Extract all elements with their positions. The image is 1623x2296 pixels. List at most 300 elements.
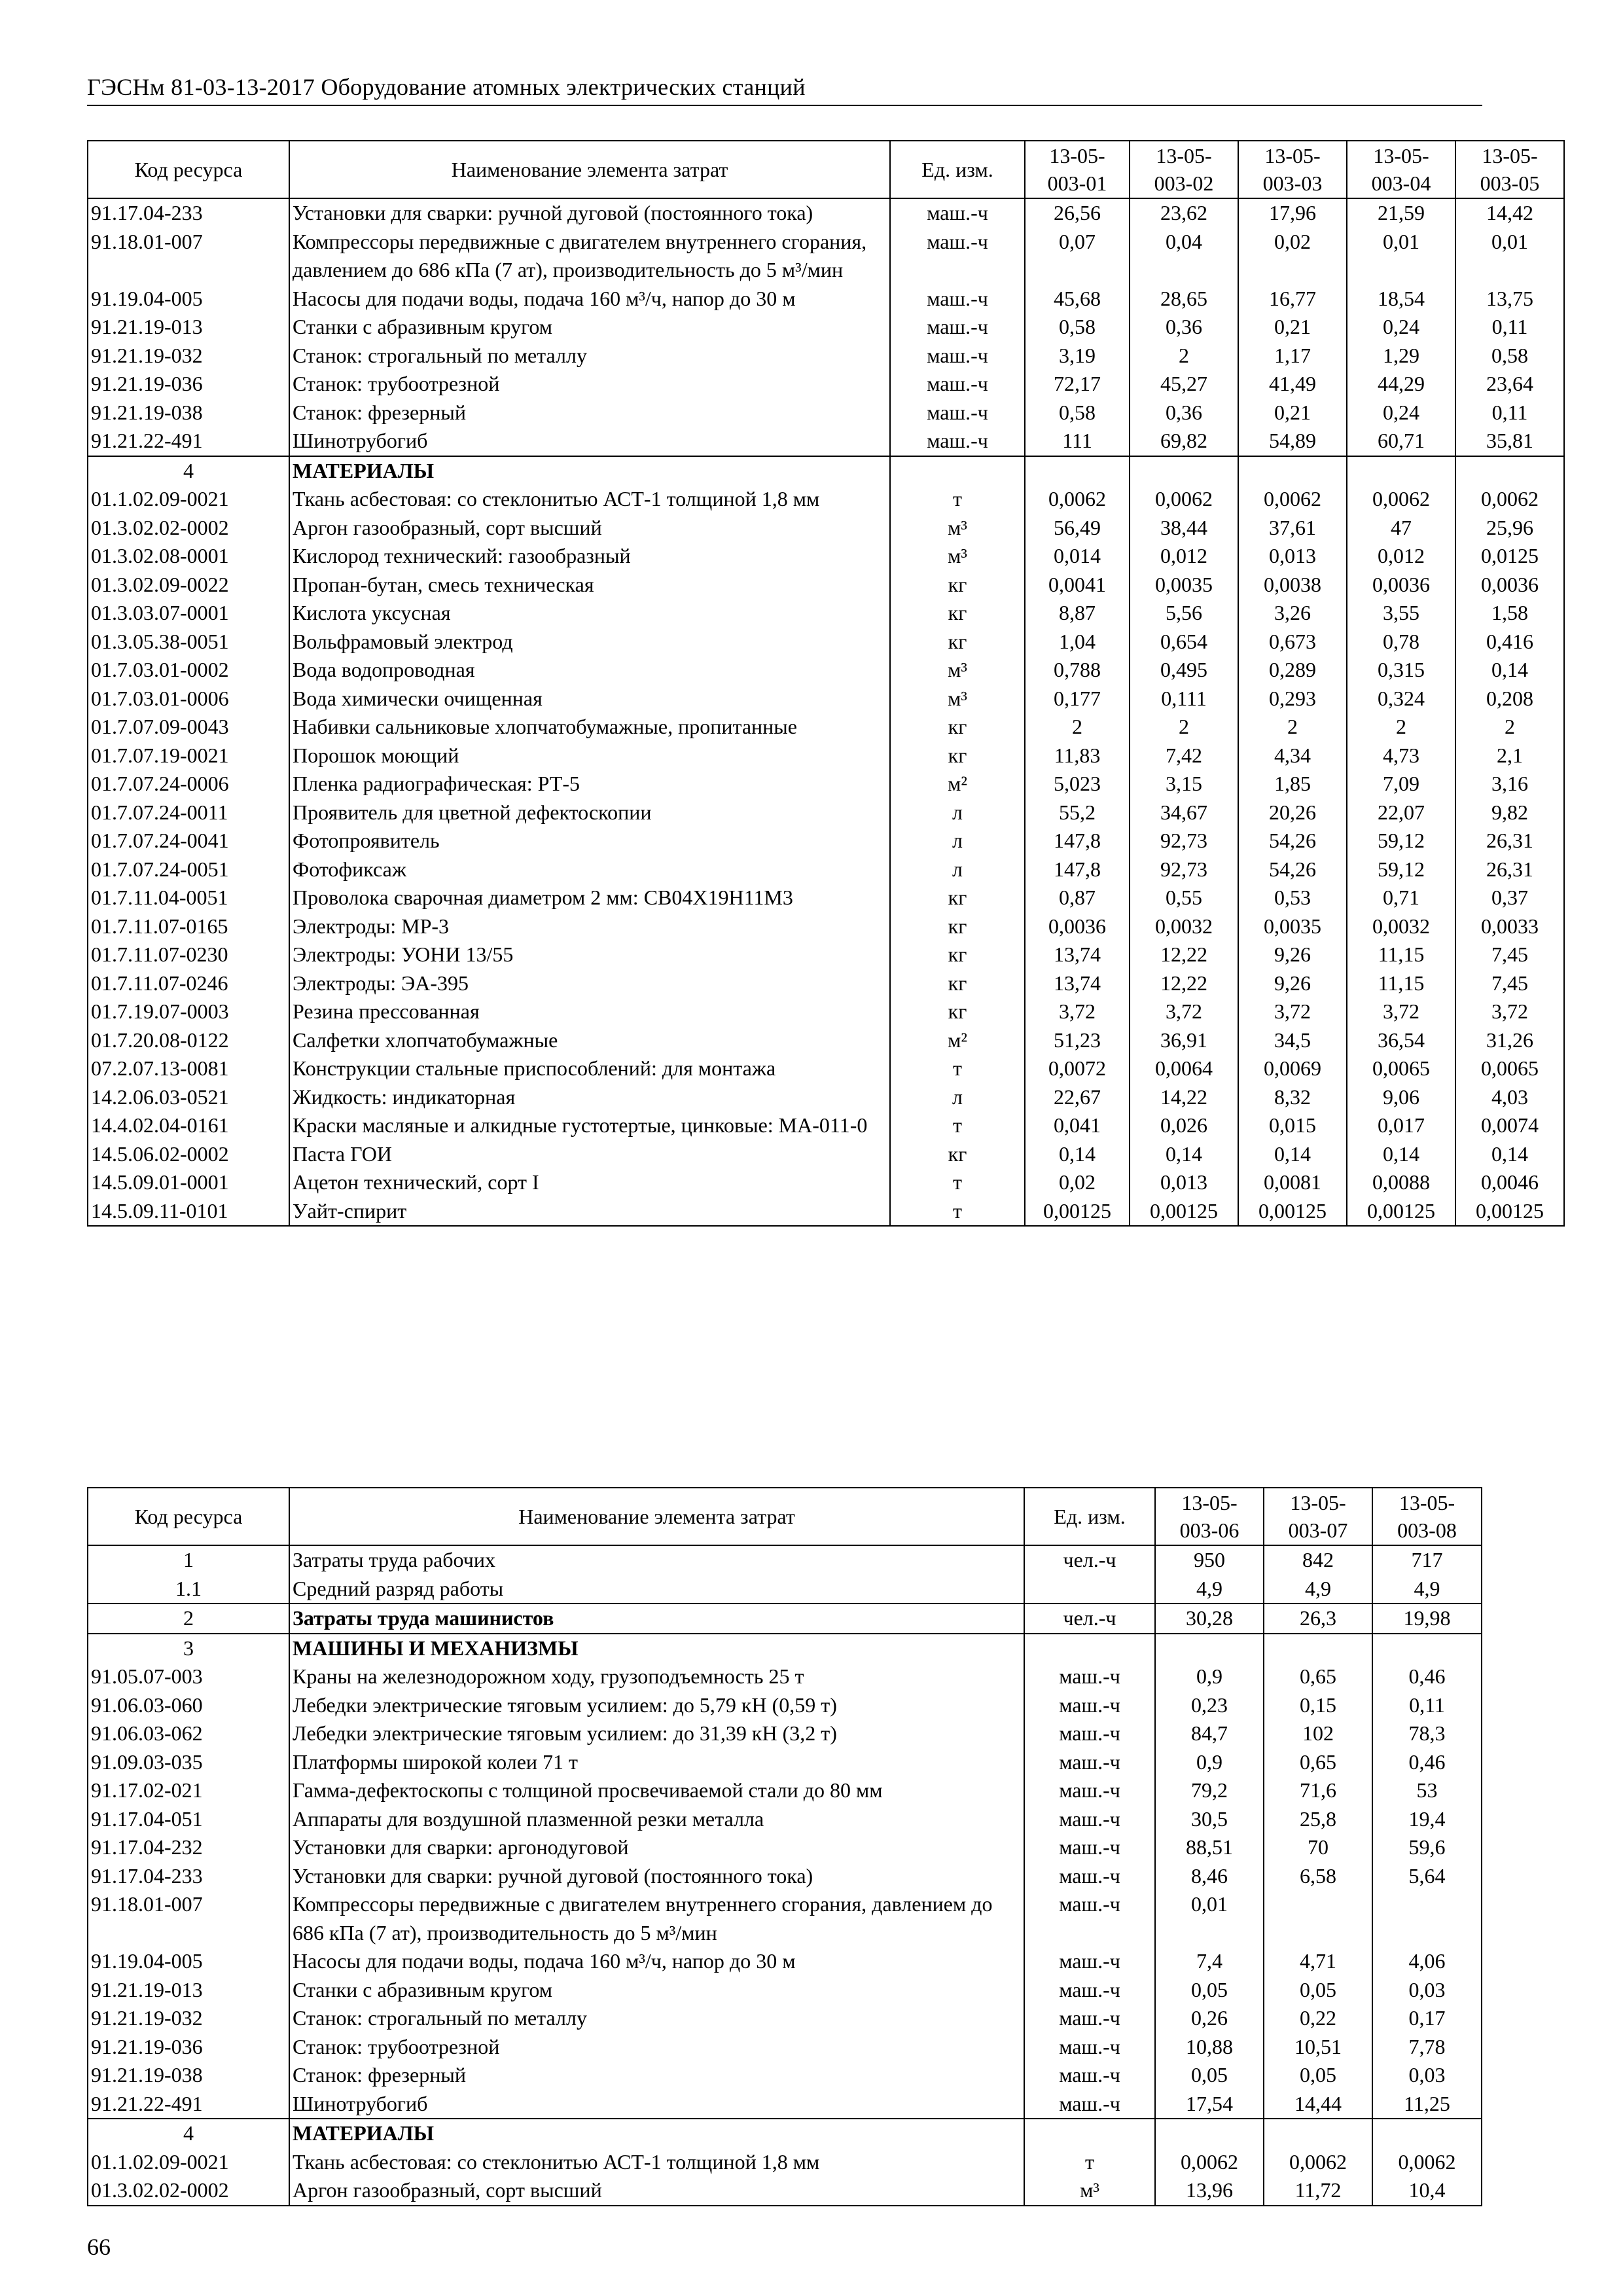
table-row	[88, 514, 1564, 543]
cell-value: 0,013	[1130, 1168, 1238, 1197]
cell-name: Вольфрамовый электрод	[289, 628, 890, 656]
table-row	[88, 399, 1564, 427]
cell-value: 0,02	[1025, 1168, 1130, 1197]
cell-value: 0,0062	[1238, 485, 1347, 514]
cell-value: 0,0032	[1347, 912, 1455, 941]
cell-value: 2	[1130, 342, 1238, 370]
cell-value: 0,0033	[1455, 912, 1564, 941]
cell-unit: кг	[890, 1140, 1025, 1169]
cell-name: Компрессоры передвижные с двигателем внутреннего сгорания, давлением до 686 кПа (7 ат), производительность до 5 м³/мин	[289, 1890, 1024, 1947]
cell-value: 56,49	[1025, 514, 1130, 543]
cell-code: 01.3.02.09-0022	[88, 571, 289, 600]
table-row	[88, 313, 1564, 342]
cell-code: 91.21.19-036	[88, 370, 289, 399]
cell-code: 91.17.04-051	[88, 1805, 289, 1834]
cell-value: 28,65	[1130, 285, 1238, 314]
table-row	[88, 2033, 1482, 2062]
cell-unit: м³	[890, 656, 1025, 685]
cell-value: 25,8	[1264, 1805, 1372, 1834]
table-row	[88, 485, 1564, 514]
cell-value: 26,31	[1455, 827, 1564, 855]
table-row	[88, 228, 1564, 285]
cell-name: Краски масляные и алкидные густотертые, цинковые: МА-011-0	[289, 1111, 890, 1140]
cell-value: 0,24	[1347, 313, 1455, 342]
cell-code: 14.2.06.03-0521	[88, 1083, 289, 1112]
cell-value: 8,46	[1155, 1862, 1264, 1891]
cell-value: 0,65	[1264, 1748, 1372, 1777]
cell-value: 26,31	[1455, 855, 1564, 884]
cell-value: 0,36	[1130, 313, 1238, 342]
cell-value: 0,11	[1372, 1691, 1482, 1720]
cell-value: 71,6	[1264, 1776, 1372, 1805]
cell-code: 91.19.04-005	[88, 285, 289, 314]
cell-unit: маш.-ч	[1024, 2090, 1155, 2119]
table-row	[88, 1947, 1482, 1976]
cell-value: 0,015	[1238, 1111, 1347, 1140]
cell-code: 14.4.02.04-0161	[88, 1111, 289, 1140]
table-row	[88, 427, 1564, 456]
cell-value: 0,673	[1238, 628, 1347, 656]
cell-value: 102	[1264, 1719, 1372, 1748]
table-row	[88, 1748, 1482, 1777]
cell-value: 4,03	[1455, 1083, 1564, 1112]
cell-unit: маш.-ч	[890, 313, 1025, 342]
cell-value: 19,4	[1372, 1805, 1482, 1834]
cell-unit	[1024, 2119, 1155, 2148]
cell-value: 0,041	[1025, 1111, 1130, 1140]
cell-value: 4,9	[1372, 1575, 1482, 1604]
cell-value: 0,14	[1238, 1140, 1347, 1169]
cell-unit: м²	[890, 1026, 1025, 1055]
cell-name: Ацетон технический, сорт I	[289, 1168, 890, 1197]
cell-value: 0,23	[1155, 1691, 1264, 1720]
cell-code: 1	[88, 1545, 289, 1575]
cell-value: 55,2	[1025, 798, 1130, 827]
table-row	[88, 1719, 1482, 1748]
cell-value: 0,0041	[1025, 571, 1130, 600]
cell-value: 0,0062	[1155, 2148, 1264, 2177]
cell-unit: маш.-ч	[1024, 2033, 1155, 2062]
cell-name: Электроды: МР-3	[289, 912, 890, 941]
column-header: Ед. изм.	[1024, 1488, 1155, 1545]
cell-code: 01.7.11.04-0051	[88, 884, 289, 912]
cell-value: 0,22	[1264, 2004, 1372, 2033]
cell-value: 69,82	[1130, 427, 1238, 456]
cell-name: Установки для сварки: аргонодуговой	[289, 1833, 1024, 1862]
cell-value: 0,55	[1130, 884, 1238, 912]
column-header: Наименование элемента затрат	[289, 1488, 1024, 1545]
column-header: Ед. изм.	[890, 141, 1025, 198]
table-row	[88, 1140, 1564, 1169]
cell-value: 0,01	[1347, 228, 1455, 285]
cell-value: 0,0036	[1347, 571, 1455, 600]
cell-value: 14,42	[1455, 198, 1564, 228]
cell-value: 25,96	[1455, 514, 1564, 543]
cell-unit: л	[890, 798, 1025, 827]
cell-value: 0,53	[1238, 884, 1347, 912]
cell-code: 91.21.19-038	[88, 2061, 289, 2090]
resource-table-1	[87, 140, 1565, 1227]
cell-value: 0,289	[1238, 656, 1347, 685]
cell-unit: маш.-ч	[890, 342, 1025, 370]
table-row	[88, 713, 1564, 742]
cell-value: 37,61	[1238, 514, 1347, 543]
cell-name: Кислород технический: газообразный	[289, 542, 890, 571]
cell-value: 10,88	[1155, 2033, 1264, 2062]
cell-name: Лебедки электрические тяговым усилием: до 31,39 кН (3,2 т)	[289, 1719, 1024, 1748]
cell-value: 717	[1372, 1545, 1482, 1575]
cell-value: 8,87	[1025, 599, 1130, 628]
table-row	[88, 827, 1564, 855]
cell-value	[1025, 456, 1130, 486]
cell-unit: кг	[890, 997, 1025, 1026]
cell-value: 0,01	[1155, 1890, 1264, 1947]
table-row	[88, 884, 1564, 912]
cell-value: 60,71	[1347, 427, 1455, 456]
cell-code: 91.19.04-005	[88, 1947, 289, 1976]
cell-name: Компрессоры передвижные с двигателем внутреннего сгорания, давлением до 686 кПа (7 ат), производительность до 5 м³/мин	[289, 228, 890, 285]
cell-value: 17,96	[1238, 198, 1347, 228]
cell-value: 0,07	[1025, 228, 1130, 285]
cell-value: 0,0032	[1130, 912, 1238, 941]
cell-name: Краны на железнодорожном ходу, грузоподъемность 25 т	[289, 1662, 1024, 1691]
cell-value: 11,72	[1264, 2176, 1372, 2206]
cell-value: 0,65	[1264, 1662, 1372, 1691]
table-row	[88, 1575, 1482, 1604]
cell-unit: маш.-ч	[1024, 1833, 1155, 1862]
cell-unit: м³	[890, 514, 1025, 543]
cell-value: 20,26	[1238, 798, 1347, 827]
cell-value: 4,71	[1264, 1947, 1372, 1976]
cell-value	[1264, 1890, 1372, 1947]
cell-name: Кислота уксусная	[289, 599, 890, 628]
column-header: 13-05- 003-05	[1455, 141, 1564, 198]
cell-value: 3,55	[1347, 599, 1455, 628]
cell-unit: маш.-ч	[1024, 1862, 1155, 1891]
cell-value: 59,12	[1347, 827, 1455, 855]
cell-code: 01.7.07.09-0043	[88, 713, 289, 742]
cell-value: 1,04	[1025, 628, 1130, 656]
cell-value: 5,023	[1025, 770, 1130, 798]
cell-value: 23,64	[1455, 370, 1564, 399]
cell-value: 30,5	[1155, 1805, 1264, 1834]
cell-value	[1130, 456, 1238, 486]
cell-value: 6,58	[1264, 1862, 1372, 1891]
cell-name: Станок: трубоотрезной	[289, 370, 890, 399]
cell-unit: т	[890, 485, 1025, 514]
cell-value: 0,0062	[1264, 2148, 1372, 2177]
cell-value: 3,16	[1455, 770, 1564, 798]
cell-name: Проявитель для цветной дефектоскопии	[289, 798, 890, 827]
cell-name: МАШИНЫ И МЕХАНИЗМЫ	[289, 1634, 1024, 1663]
cell-code: 3	[88, 1634, 289, 1663]
table-row	[88, 2004, 1482, 2033]
cell-value: 0,36	[1130, 399, 1238, 427]
cell-value: 0,05	[1264, 2061, 1372, 2090]
cell-value: 0,0038	[1238, 571, 1347, 600]
cell-value: 45,68	[1025, 285, 1130, 314]
cell-code: 01.7.03.01-0002	[88, 656, 289, 685]
cell-value: 11,83	[1025, 742, 1130, 770]
cell-code: 01.7.07.19-0021	[88, 742, 289, 770]
cell-value: 3,72	[1130, 997, 1238, 1026]
cell-name: Проволока сварочная диаметром 2 мм: СВ04Х19Н11М3	[289, 884, 890, 912]
column-header: 13-05- 003-06	[1155, 1488, 1264, 1545]
cell-value: 0,0081	[1238, 1168, 1347, 1197]
cell-unit: маш.-ч	[890, 427, 1025, 456]
cell-unit: чел.-ч	[1024, 1545, 1155, 1575]
cell-value: 111	[1025, 427, 1130, 456]
cell-value: 0,9	[1155, 1748, 1264, 1777]
cell-value: 92,73	[1130, 855, 1238, 884]
cell-name: Станки с абразивным кругом	[289, 313, 890, 342]
cell-name: Набивки сальниковые хлопчатобумажные, пропитанные	[289, 713, 890, 742]
cell-name: Аргон газообразный, сорт высший	[289, 514, 890, 543]
column-header: 13-05- 003-01	[1025, 141, 1130, 198]
cell-value: 3,19	[1025, 342, 1130, 370]
cell-value: 0,0072	[1025, 1054, 1130, 1083]
cell-value: 0,05	[1264, 1976, 1372, 2005]
cell-value: 7,78	[1372, 2033, 1482, 2062]
cell-name: Фотопроявитель	[289, 827, 890, 855]
table-body	[88, 1545, 1482, 2206]
cell-unit: маш.-ч	[1024, 1947, 1155, 1976]
cell-value: 0,14	[1455, 1140, 1564, 1169]
cell-value: 842	[1264, 1545, 1372, 1575]
cell-unit: т	[890, 1111, 1025, 1140]
cell-name: Лебедки электрические тяговым усилием: до 5,79 кН (0,59 т)	[289, 1691, 1024, 1720]
cell-value: 35,81	[1455, 427, 1564, 456]
cell-value	[1155, 1634, 1264, 1663]
cell-name: Установки для сварки: ручной дуговой (постоянного тока)	[289, 1862, 1024, 1891]
cell-code: 01.7.11.07-0165	[88, 912, 289, 941]
cell-value	[1347, 456, 1455, 486]
cell-name: Станок: строгальный по металлу	[289, 342, 890, 370]
cell-name: Паста ГОИ	[289, 1140, 890, 1169]
table-row	[88, 542, 1564, 571]
cell-value: 23,62	[1130, 198, 1238, 228]
cell-value: 1,17	[1238, 342, 1347, 370]
cell-value: 950	[1155, 1545, 1264, 1575]
cell-name: Пленка радиографическая: РТ-5	[289, 770, 890, 798]
cell-value: 0,0062	[1455, 485, 1564, 514]
cell-value: 0,0036	[1455, 571, 1564, 600]
table-row	[88, 1026, 1564, 1055]
cell-value	[1264, 1634, 1372, 1663]
cell-value: 14,22	[1130, 1083, 1238, 1112]
cell-value: 0,026	[1130, 1111, 1238, 1140]
table-row	[88, 1862, 1482, 1891]
table-row	[88, 685, 1564, 713]
table-row	[88, 628, 1564, 656]
cell-name: Аргон газообразный, сорт высший	[289, 2176, 1024, 2206]
cell-value: 4,9	[1155, 1575, 1264, 1604]
cell-unit: кг	[890, 713, 1025, 742]
cell-value: 0,0125	[1455, 542, 1564, 571]
cell-value: 0,014	[1025, 542, 1130, 571]
cell-value: 2	[1025, 713, 1130, 742]
column-header: Код ресурса	[88, 1488, 289, 1545]
cell-value: 30,28	[1155, 1604, 1264, 1634]
column-header: 13-05- 003-04	[1347, 141, 1455, 198]
cell-value: 0,0064	[1130, 1054, 1238, 1083]
cell-code: 01.3.02.02-0002	[88, 514, 289, 543]
cell-code: 4	[88, 456, 289, 486]
column-header: Код ресурса	[88, 141, 289, 198]
cell-value: 7,45	[1455, 969, 1564, 998]
cell-value	[1238, 456, 1347, 486]
table-row	[88, 1833, 1482, 1862]
cell-value: 0,24	[1347, 399, 1455, 427]
cell-value: 0,58	[1455, 342, 1564, 370]
cell-unit: маш.-ч	[890, 370, 1025, 399]
cell-value: 3,15	[1130, 770, 1238, 798]
cell-code: 91.06.03-060	[88, 1691, 289, 1720]
cell-value: 3,72	[1455, 997, 1564, 1026]
cell-name: Насосы для подачи воды, подача 160 м³/ч, напор до 30 м	[289, 285, 890, 314]
cell-name: Шинотрубогиб	[289, 427, 890, 456]
table-row	[88, 1776, 1482, 1805]
cell-value: 0,017	[1347, 1111, 1455, 1140]
cell-value: 3,72	[1238, 997, 1347, 1026]
table-row	[88, 656, 1564, 685]
cell-value: 72,17	[1025, 370, 1130, 399]
cell-value: 44,29	[1347, 370, 1455, 399]
cell-name: Электроды: УОНИ 13/55	[289, 941, 890, 969]
cell-code: 07.2.07.13-0081	[88, 1054, 289, 1083]
table-row	[88, 342, 1564, 370]
cell-unit: т	[1024, 2148, 1155, 2177]
cell-name: Салфетки хлопчатобумажные	[289, 1026, 890, 1055]
table-row	[88, 798, 1564, 827]
cell-code: 91.21.19-038	[88, 399, 289, 427]
cell-value: 13,75	[1455, 285, 1564, 314]
resource-table-2	[87, 1487, 1482, 2206]
cell-value: 0,87	[1025, 884, 1130, 912]
cell-code: 01.3.03.07-0001	[88, 599, 289, 628]
table-row	[88, 599, 1564, 628]
column-header: 13-05- 003-07	[1264, 1488, 1372, 1545]
table-row	[88, 285, 1564, 314]
cell-value: 41,49	[1238, 370, 1347, 399]
cell-code: 1.1	[88, 1575, 289, 1604]
cell-name: Шинотрубогиб	[289, 2090, 1024, 2119]
cell-code: 01.7.07.24-0041	[88, 827, 289, 855]
cell-value: 0,04	[1130, 228, 1238, 285]
cell-value: 59,12	[1347, 855, 1455, 884]
cell-value: 79,2	[1155, 1776, 1264, 1805]
cell-value: 0,0046	[1455, 1168, 1564, 1197]
cell-value: 0,21	[1238, 313, 1347, 342]
table-row	[88, 370, 1564, 399]
cell-name: Станок: фрезерный	[289, 2061, 1024, 2090]
cell-unit	[1024, 1634, 1155, 1663]
cell-value: 0,013	[1238, 542, 1347, 571]
cell-value: 0,788	[1025, 656, 1130, 685]
cell-value: 0,00125	[1130, 1197, 1238, 1227]
section-row	[88, 2119, 1482, 2148]
cell-value: 0,58	[1025, 399, 1130, 427]
cell-value: 0,9	[1155, 1662, 1264, 1691]
cell-code: 91.21.19-032	[88, 2004, 289, 2033]
cell-name: Станок: фрезерный	[289, 399, 890, 427]
cell-unit: маш.-ч	[1024, 1805, 1155, 1834]
cell-value: 0,0065	[1455, 1054, 1564, 1083]
table-row	[88, 1890, 1482, 1947]
cell-value: 19,98	[1372, 1604, 1482, 1634]
cell-value: 0,15	[1264, 1691, 1372, 1720]
cell-code: 91.21.19-013	[88, 313, 289, 342]
cell-value: 0,012	[1347, 542, 1455, 571]
cell-value: 0,00125	[1025, 1197, 1130, 1227]
cell-name: Фотофиксаж	[289, 855, 890, 884]
table-row	[88, 969, 1564, 998]
cell-unit: т	[890, 1168, 1025, 1197]
cell-name: Станки с абразивным кругом	[289, 1976, 1024, 2005]
cell-code: 4	[88, 2119, 289, 2148]
cell-value: 0,21	[1238, 399, 1347, 427]
cell-value: 4,06	[1372, 1947, 1482, 1976]
cell-unit: м³	[1024, 2176, 1155, 2206]
cell-code: 01.7.07.24-0006	[88, 770, 289, 798]
cell-unit: маш.-ч	[1024, 1890, 1155, 1947]
table-body	[88, 198, 1564, 1226]
cell-value: 54,26	[1238, 855, 1347, 884]
cell-name: Ткань асбестовая: со стеклонитью АСТ-1 толщиной 1,8 мм	[289, 485, 890, 514]
table-row	[88, 1054, 1564, 1083]
cell-code: 91.21.19-032	[88, 342, 289, 370]
cell-value: 11,15	[1347, 969, 1455, 998]
cell-unit: кг	[890, 912, 1025, 941]
cell-value: 1,29	[1347, 342, 1455, 370]
cell-value: 147,8	[1025, 827, 1130, 855]
cell-value: 4,34	[1238, 742, 1347, 770]
cell-value: 53	[1372, 1776, 1482, 1805]
cell-value: 36,91	[1130, 1026, 1238, 1055]
cell-code: 01.7.07.24-0011	[88, 798, 289, 827]
cell-value: 9,82	[1455, 798, 1564, 827]
cell-value: 51,23	[1025, 1026, 1130, 1055]
cell-value: 13,74	[1025, 941, 1130, 969]
cell-name: Пропан-бутан, смесь техническая	[289, 571, 890, 600]
cell-value: 0,0062	[1130, 485, 1238, 514]
cell-value: 0,14	[1130, 1140, 1238, 1169]
cell-value	[1372, 2119, 1482, 2148]
table-row	[88, 941, 1564, 969]
table-row	[88, 2148, 1482, 2177]
cell-code: 91.09.03-035	[88, 1748, 289, 1777]
cell-value	[1264, 2119, 1372, 2148]
cell-value: 0,0036	[1025, 912, 1130, 941]
cell-value: 54,26	[1238, 827, 1347, 855]
cell-code: 01.3.02.08-0001	[88, 542, 289, 571]
cell-value: 13,74	[1025, 969, 1130, 998]
column-header: 13-05- 003-03	[1238, 141, 1347, 198]
cell-value: 0,05	[1155, 1976, 1264, 2005]
cell-value: 0,012	[1130, 542, 1238, 571]
cell-value: 0,293	[1238, 685, 1347, 713]
cell-value: 78,3	[1372, 1719, 1482, 1748]
cell-code: 91.18.01-007	[88, 228, 289, 285]
cell-unit	[1024, 1575, 1155, 1604]
cell-value: 9,26	[1238, 969, 1347, 998]
cell-value: 22,67	[1025, 1083, 1130, 1112]
table-row	[88, 1111, 1564, 1140]
cell-unit: маш.-ч	[1024, 1776, 1155, 1805]
cell-value: 0,324	[1347, 685, 1455, 713]
cell-unit: кг	[890, 742, 1025, 770]
cell-code: 2	[88, 1604, 289, 1634]
